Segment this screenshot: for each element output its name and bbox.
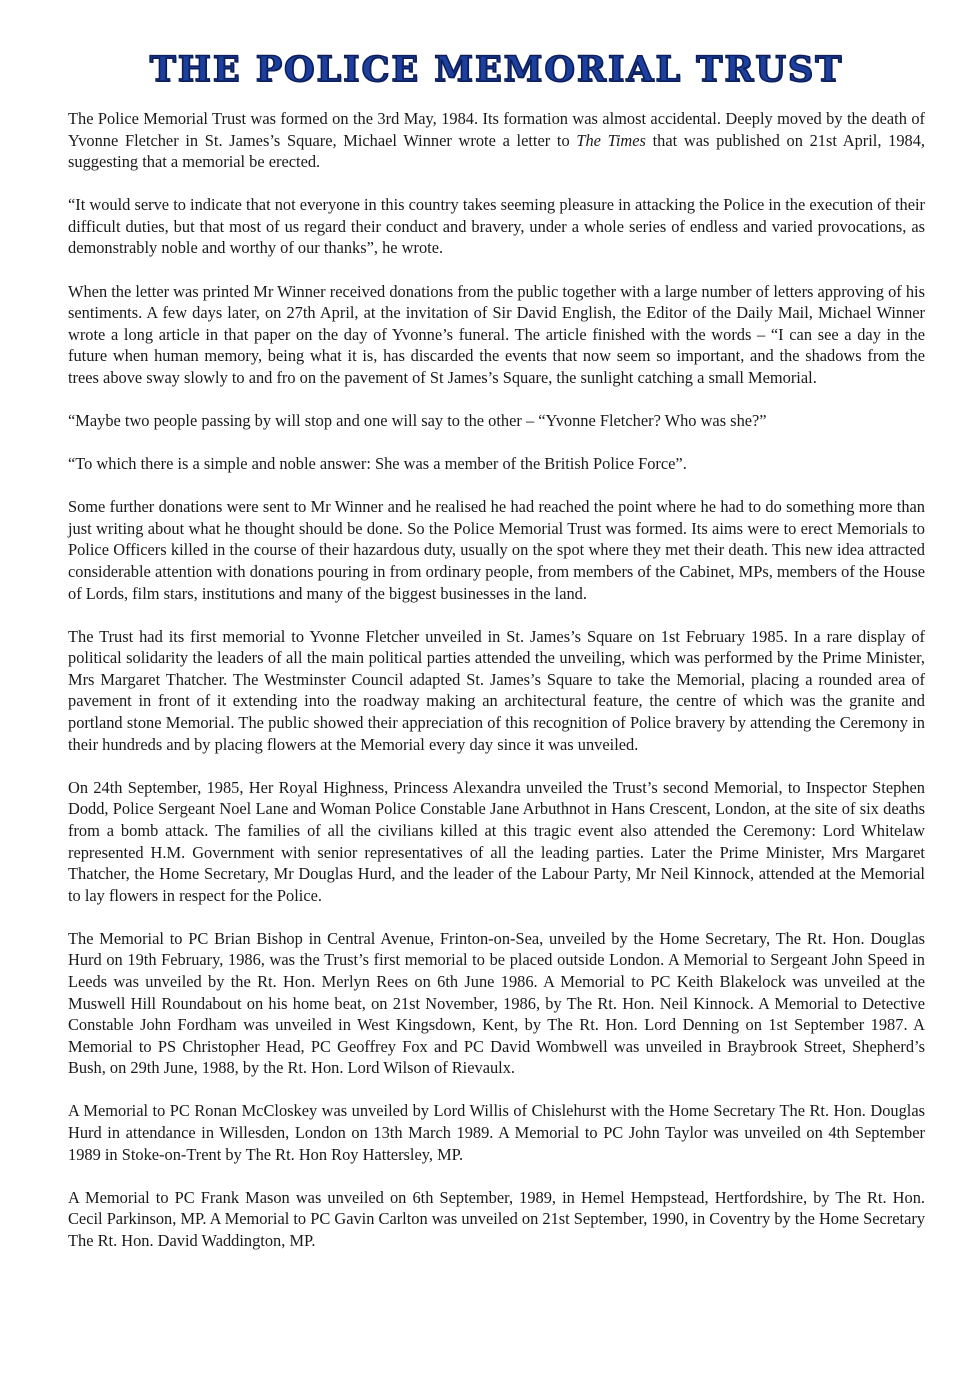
paragraph-question-quote: “Maybe two people passing by will stop and one will say to the other – “Yvonne Fletcher? Who was she?” bbox=[68, 411, 767, 431]
newspaper-title: The Times bbox=[576, 130, 646, 150]
paragraph-1989-memorials: A Memorial to PC Ronan McCloskey was unveiled by Lord Willis of Chislehurst with the Home Secretary The Rt. Hon. Douglas Hurd in attendance in Willesden, London on 13th March 1989. A Memorial to PC John Taylor was unveiled on 4th September 1989 in Stoke-on-Trent by The Rt. Hon Roy Hattersley, MP. bbox=[68, 1101, 925, 1164]
page-title: THE POLICE MEMORIAL TRUST bbox=[149, 49, 844, 90]
paragraph-donations-article: When the letter was printed Mr Winner received donations from the public together with a large number of letters approving of his sentiments. A few days later, on 27th April, at the invitation of Sir David English, the Editor of the Daily Mail, Michael Winner wrote a long article in that paper on the day of Yvonne’s funeral. The article finished with the words – “I can see a day in the future when human memory, being what it is, has discarded the events that now seem so important, and the shadows from the trees above sway slowly to and fro on the pavement of St James’s Square, the sunlight catching a small Memorial. bbox=[68, 281, 925, 387]
paragraph-formation-text-a: The Police Memorial Trust was formed on the 3rd May, 1984. Its formation was almost accidental. Deeply moved by the death of Yvonne Fletcher in St. James’s Square, Michael Winner wrote a letter to bbox=[68, 109, 925, 150]
paragraph-second-memorial: On 24th September, 1985, Her Royal Highness, Princess Alexandra unveiled the Trust’s second Memorial, to Inspector Stephen Dodd, Police Sergeant Noel Lane and Woman Police Constable Jane Arbuthnot in Hans Crescent, London, at the site of six deaths from a bomb attack. The families of all the civilians killed at this tragic event also attended the Ceremony: Lord Whitelaw represented H.M. Government with senior representatives of all the leading parties. Later the Prime Minister, Mrs Margaret Thatcher, the Home Secretary, Mr Douglas Hurd, and the leader of the Labour Party, Mr Neil Kinnock, attended at the Memorial to lay flowers in respect for the Police. bbox=[68, 777, 925, 905]
paragraph-first-memorial: The Trust had its first memorial to Yvonne Fletcher unveiled in St. James’s Square on 1st February 1985. In a rare display of political solidarity the leaders of all the main political parties attended the unveiling, which was performed by the Prime Minister, Mrs Margaret Thatcher. The Westminster Council adapted St. James’s Square to take the Memorial, placing a rounded area of pavement in front of it extending into the roadway making an architectural feature, the centre of which was the granite and portland stone Memorial. The public showed their appreciation of this recognition of Police bravery by attending the Ceremony in their hundreds and by placing flowers at the Memorial every day since it was unveiled. bbox=[68, 626, 925, 754]
paragraph-1989-1990-memorials: A Memorial to PC Frank Mason was unveiled on 6th September, 1989, in Hemel Hempstead, Hertfordshire, by The Rt. Hon. Cecil Parkinson, MP. A Memorial to PC Gavin Carlton was unveiled on 21st September, 1990, in Coventry by the Home Secretary The Rt. Hon. David Waddington, MP. bbox=[68, 1187, 926, 1250]
paragraph-letter-quote: “It would serve to indicate that not everyone in this country takes seeming pleasure in attacking the Police in the execution of their difficult duties, but that most of us regard their conduct and bravery, under a whole series of endless and varied provocations, as demonstrably noble and worthy of our thanks”, he wrote. bbox=[68, 195, 925, 258]
paragraph-formation bbox=[68, 108, 925, 173]
paragraph-later-memorials: The Memorial to PC Brian Bishop in Central Avenue, Frinton-on-Sea, unveiled by the Home Secretary, The Rt. Hon. Douglas Hurd on 19th February, 1986, was the Trust’s first memorial to be placed outside London. A Memorial to Sergeant John Speed in Leeds was unveiled by the Rt. Hon. Merlyn Rees on 6th June 1986. A Memorial to PC Keith Blakelock was unveiled at the Muswell Hill Roundabout on his home beat, on 21st November, 1986, by The Rt. Hon. Neil Kinnock. A Memorial to Detective Constable John Fordham was unveiled in West Kingsdown, Kent, by The Rt. Hon. Lord Denning on 1st September 1987. A Memorial to PS Christopher Head, PC Geoffrey Fox and PC David Wombwell was unveiled in Braybrook Street, Shepherd’s Bush, on 29th June, 1988, by the Rt. Hon. Lord Wilson of Rievaulx. bbox=[68, 928, 925, 1078]
paragraph-trust-aims: Some further donations were sent to Mr Winner and he realised he had reached the point where he had to do something more than just writing about what he thought should be done. So the Police Memorial Trust was formed. Its aims were to erect Memorials to Police Officers killed in the course of their hazardous duty, usually on the spot where they met their death. This new idea attracted considerable attention with donations pouring in from ordinary people, from members of the Cabinet, MPs, members of the House of Lords, film stars, institutions and many of the biggest businesses in the land. bbox=[68, 497, 925, 603]
paragraph-answer-quote: “To which there is a simple and noble answer: She was a member of the British Police Force”. bbox=[68, 454, 687, 474]
paragraph-formation-text-b: that was published on 21st April, 1984, suggesting that a memorial be erected. bbox=[68, 130, 926, 172]
